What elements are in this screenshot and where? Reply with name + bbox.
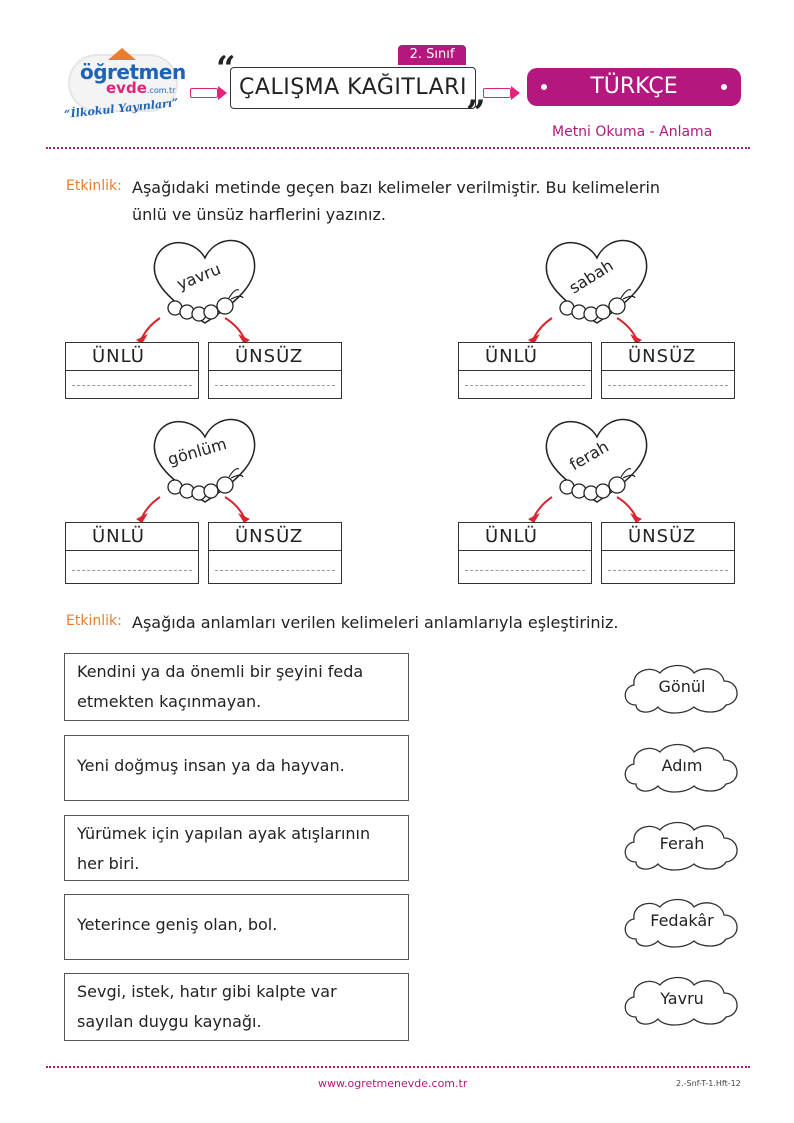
word-label: ferah xyxy=(566,436,612,475)
vowel-box-title: ÜNLÜ xyxy=(459,523,591,551)
vowel-box[interactable] xyxy=(458,342,592,399)
consonant-box[interactable] xyxy=(208,522,342,584)
consonant-box-title: ÜNSÜZ xyxy=(209,523,341,551)
logo-main-text: öğretmen xyxy=(80,60,186,84)
word-label: gönlüm xyxy=(165,434,229,469)
answer-line[interactable] xyxy=(72,385,192,386)
answer-line[interactable] xyxy=(608,385,728,386)
cloud-word: Fedakâr xyxy=(650,911,714,930)
bullet-icon xyxy=(721,84,727,90)
subject-banner xyxy=(527,68,741,106)
activity1-instruction-line1: Aşağıdaki metinde geçen bazı kelimeler verilmiştir. Bu kelimelerin xyxy=(132,178,661,197)
definition-box[interactable] xyxy=(64,735,409,801)
vowel-box[interactable] xyxy=(458,522,592,584)
cloud-word: Adım xyxy=(661,756,703,775)
header-divider xyxy=(46,147,750,149)
logo-tagline: “İlkokul Yayınları” xyxy=(63,96,179,121)
word-cloud[interactable] xyxy=(620,973,744,1027)
consonant-box-title: ÜNSÜZ xyxy=(602,523,734,551)
cloud-word: Yavru xyxy=(660,989,704,1008)
vowel-box[interactable] xyxy=(65,342,199,399)
answer-line[interactable] xyxy=(465,570,585,571)
definition-line: sayılan duygu kaynağı. xyxy=(77,1012,262,1031)
open-quote-icon: “ xyxy=(216,49,236,89)
cloud-word: Ferah xyxy=(659,834,705,853)
vowel-box[interactable] xyxy=(65,522,199,584)
consonant-box-title: ÜNSÜZ xyxy=(209,343,341,371)
arrows-icon xyxy=(130,495,270,525)
definition-line: Kendini ya da önemli bir şeyini feda xyxy=(77,662,364,681)
definition-line: Yürümek için yapılan ayak atışlarının xyxy=(77,824,371,843)
consonant-box-title: ÜNSÜZ xyxy=(602,343,734,371)
bullet-icon xyxy=(541,84,547,90)
vowel-box-title: ÜNLÜ xyxy=(459,343,591,371)
consonant-box[interactable] xyxy=(601,522,735,584)
topic-label: Metni Okuma - Anlama xyxy=(552,124,713,140)
publisher-logo xyxy=(62,48,184,126)
definition-box[interactable] xyxy=(64,653,409,721)
answer-line[interactable] xyxy=(608,570,728,571)
definition-line: etmekten kaçınmayan. xyxy=(77,692,262,711)
header-arrow-icon xyxy=(483,82,520,101)
vowel-box-title: ÜNLÜ xyxy=(66,523,198,551)
footer-code: 2.-Snf-T-1.Hft-12 xyxy=(676,1079,741,1088)
logo-house-icon xyxy=(108,48,136,60)
footer-url[interactable]: www.ogretmenevde.com.tr xyxy=(318,1077,468,1090)
grade-badge: 2. Sınıf xyxy=(398,45,466,65)
arrows-icon xyxy=(522,495,662,525)
logo-sub-text: evde.com.tr xyxy=(106,79,176,97)
definition-line: Sevgi, istek, hatır gibi kalpte var xyxy=(77,982,337,1001)
definition-line: Yeterince geniş olan, bol. xyxy=(77,915,278,934)
definition-box[interactable] xyxy=(64,973,409,1041)
answer-line[interactable] xyxy=(72,570,192,571)
word-cloud[interactable] xyxy=(620,661,744,715)
consonant-box[interactable] xyxy=(208,342,342,399)
answer-line[interactable] xyxy=(215,570,335,571)
definition-box[interactable] xyxy=(64,815,409,881)
activity1-instruction-line2: ünlü ve ünsüz harflerini yazınız. xyxy=(132,205,386,224)
consonant-box[interactable] xyxy=(601,342,735,399)
definition-box[interactable] xyxy=(64,894,409,960)
definition-line: Yeni doğmuş insan ya da hayvan. xyxy=(77,756,345,775)
word-label: sabah xyxy=(565,255,617,298)
answer-line[interactable] xyxy=(215,385,335,386)
worksheet-title: ÇALIŞMA KAĞITLARI xyxy=(230,67,476,109)
answer-line[interactable] xyxy=(465,385,585,386)
close-quote-icon: ” xyxy=(466,93,486,133)
definition-line: her biri. xyxy=(77,854,140,873)
vowel-box-title: ÜNLÜ xyxy=(66,343,198,371)
activity-label: Etkinlik: xyxy=(66,178,122,194)
cloud-word: Gönül xyxy=(658,677,706,696)
word-label: yavru xyxy=(174,259,224,294)
subject-label: TÜRKÇE xyxy=(590,74,678,99)
word-cloud[interactable] xyxy=(620,740,744,794)
word-cloud[interactable] xyxy=(620,895,744,949)
activity-label: Etkinlik: xyxy=(66,613,122,629)
activity2-instruction: Aşağıda anlamları verilen kelimeleri anlamlarıyla eşleştiriniz. xyxy=(132,613,619,632)
word-cloud[interactable] xyxy=(620,818,744,872)
footer-divider xyxy=(46,1066,750,1068)
